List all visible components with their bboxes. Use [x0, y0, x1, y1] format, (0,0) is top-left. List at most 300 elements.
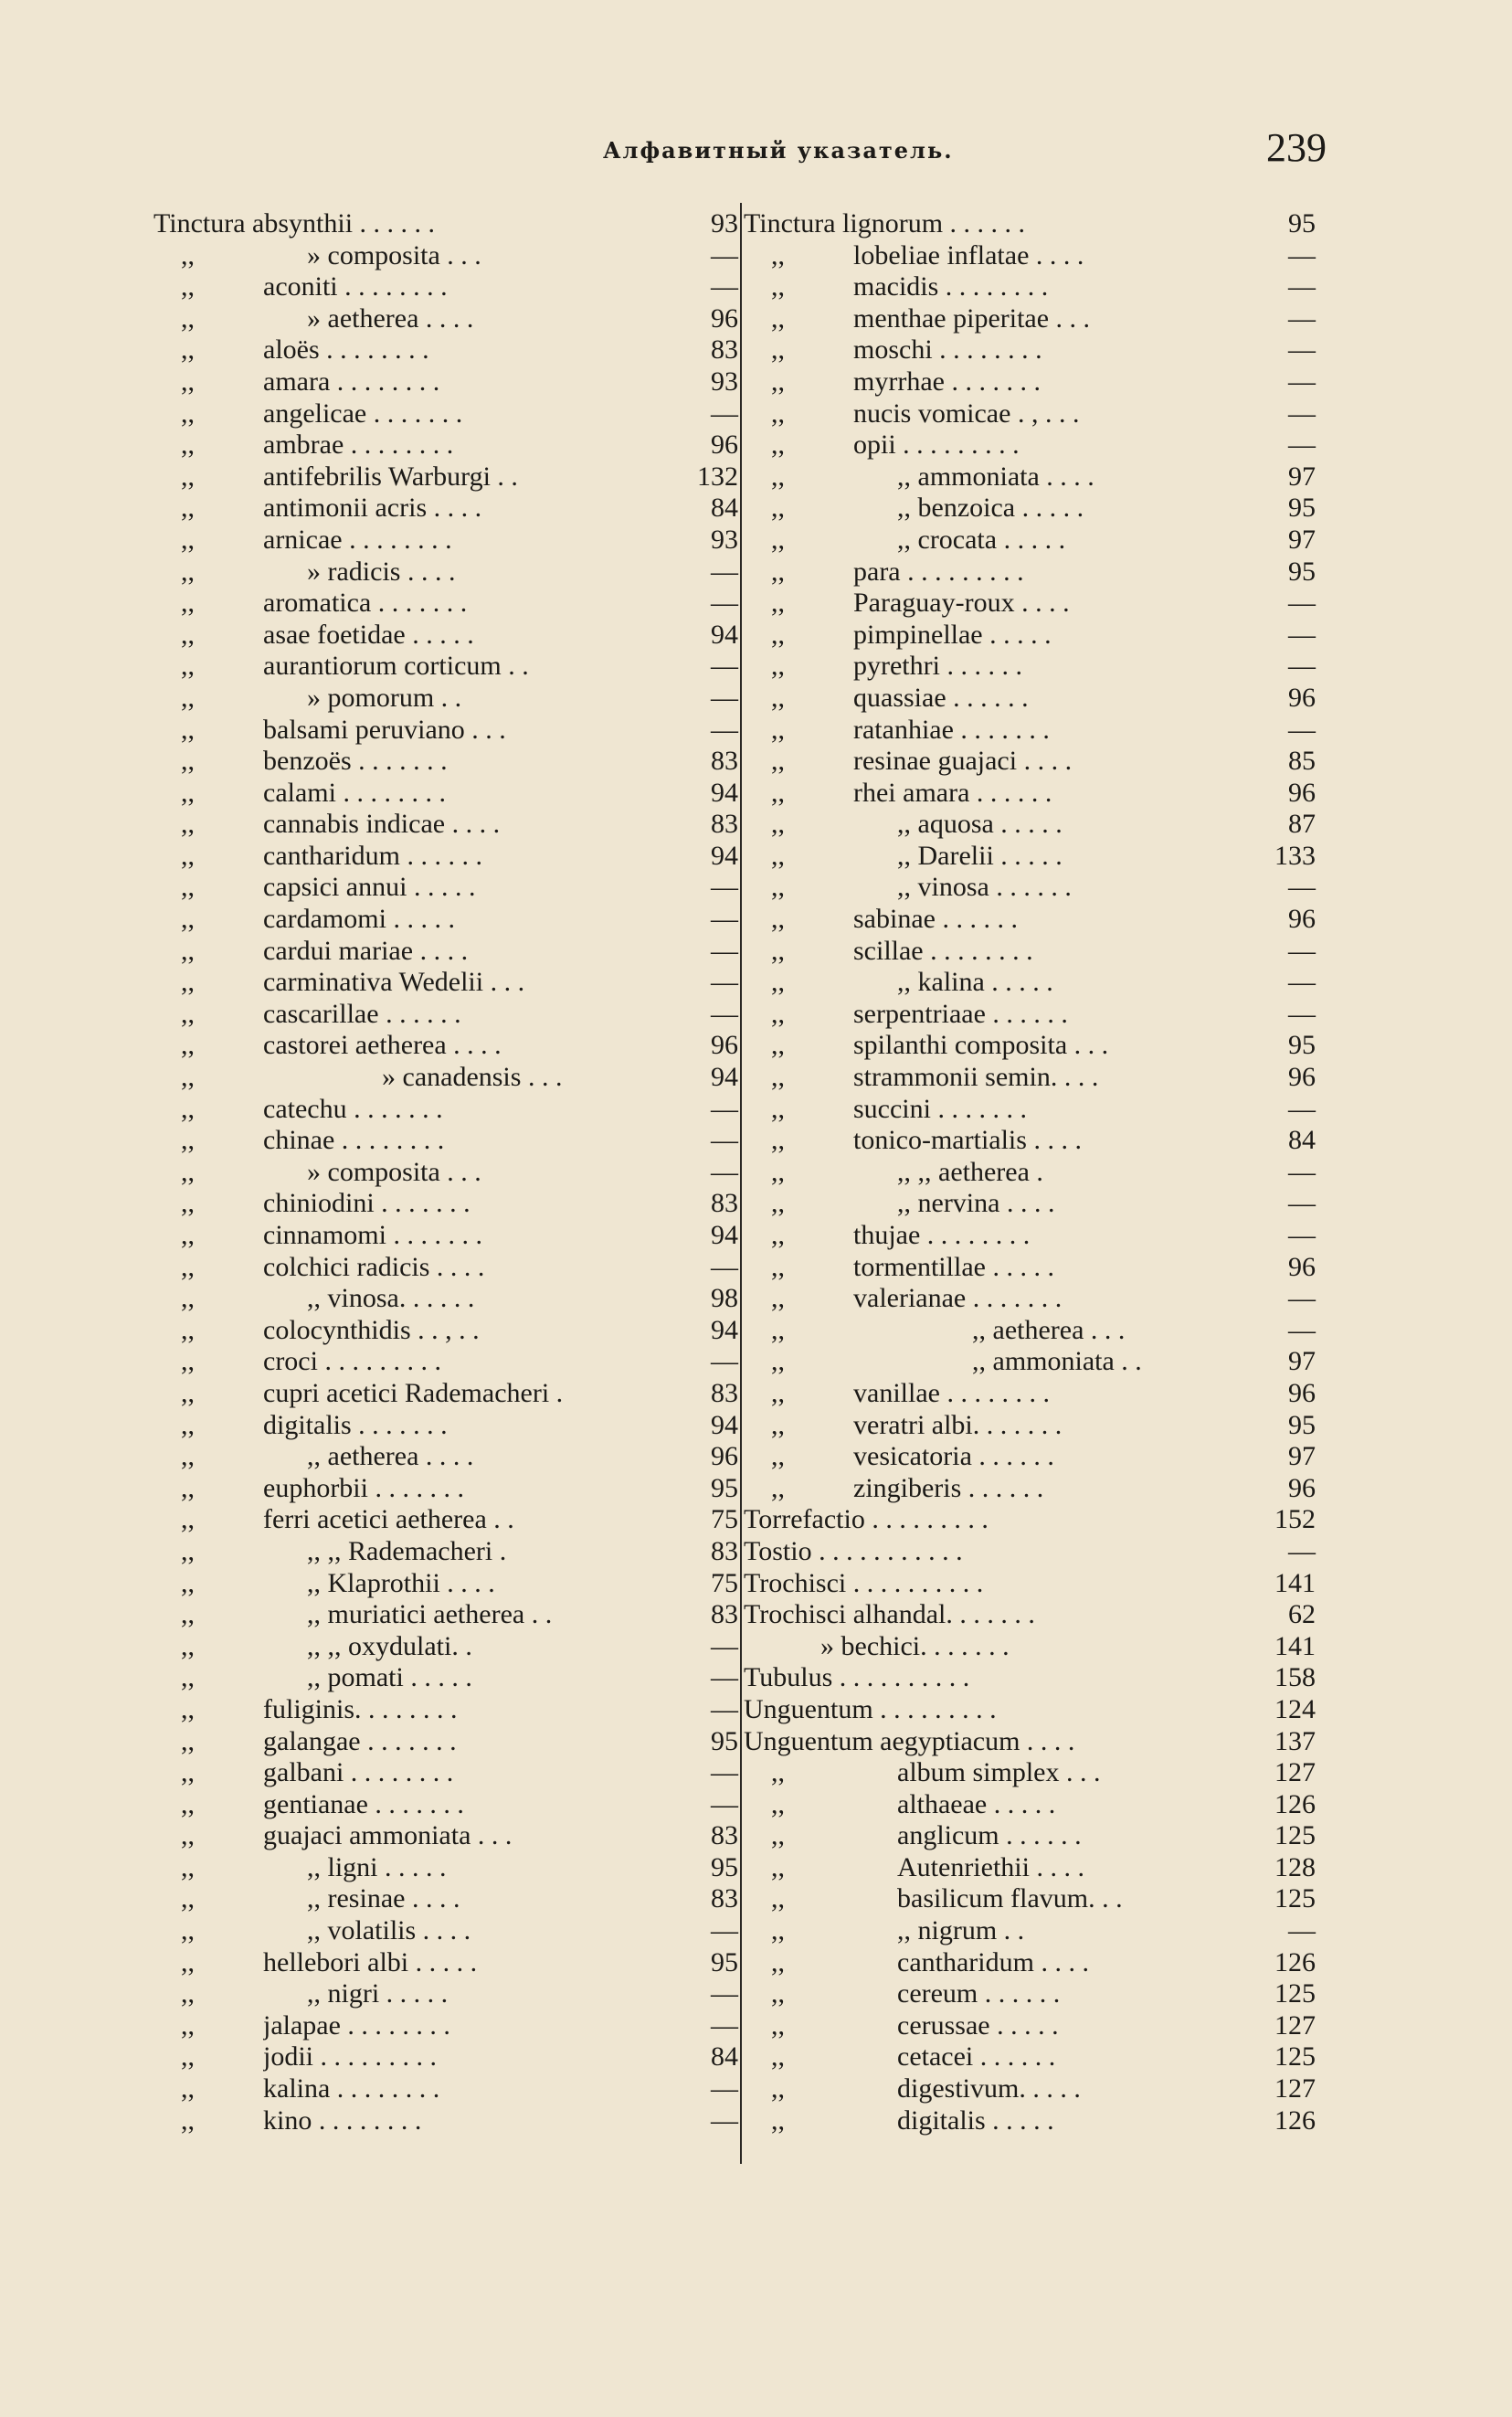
index-entry	[744, 809, 1332, 841]
index-entry	[153, 525, 738, 557]
entry-page-number: —	[1288, 398, 1316, 429]
ditto-mark: ,,	[181, 1377, 195, 1408]
entry-page-number: 87	[1288, 809, 1316, 840]
entry-term: chinae . . . . . . . .	[263, 1125, 445, 1156]
entry-page-number: —	[1288, 271, 1316, 302]
ditto-mark: ,,	[181, 1978, 195, 2009]
index-entry	[744, 2010, 1332, 2042]
entry-term: balsami peruviano . . .	[263, 714, 506, 745]
entry-page-number: —	[711, 904, 738, 935]
index-entry	[744, 557, 1332, 588]
entry-page-number: 133	[1274, 840, 1316, 871]
entry-page-number: 98	[711, 1283, 738, 1314]
ditto-mark: ,,	[181, 524, 195, 555]
ditto-mark: ,,	[181, 239, 195, 270]
entry-page-number: 95	[1288, 1409, 1316, 1440]
index-entry	[153, 746, 738, 778]
entry-page-number: —	[711, 1251, 738, 1282]
entry-page-number: —	[711, 935, 738, 966]
index-entry	[153, 1378, 738, 1410]
ditto-mark: ,,	[181, 904, 195, 935]
entry-page-number: 96	[1288, 1251, 1316, 1282]
ditto-mark: ,,	[181, 2041, 195, 2072]
entry-term: benzoës . . . . . . .	[263, 746, 448, 777]
entry-term: cereum . . . . . .	[897, 1978, 1061, 2009]
entry-page-number: 97	[1288, 1346, 1316, 1377]
entry-page-number: —	[711, 1346, 738, 1377]
entry-term: ,, aquosa . . . . .	[897, 809, 1063, 840]
entry-term: gentianae . . . . . . .	[263, 1788, 464, 1819]
index-entry	[153, 1789, 738, 1821]
entry-page-number: —	[1288, 1283, 1316, 1314]
entry-page-number: 96	[711, 1030, 738, 1061]
ditto-mark: ,,	[771, 334, 785, 366]
index-entry	[744, 303, 1332, 335]
ditto-mark: ,,	[181, 1567, 195, 1598]
index-entry	[744, 1062, 1332, 1094]
entry-term: ,, aetherea . . .	[972, 1314, 1126, 1345]
index-entry	[744, 1346, 1332, 1378]
entry-term: Tubulus . . . . . . . . . .	[744, 1662, 970, 1693]
ditto-mark: ,,	[771, 872, 785, 903]
entry-term: althaeae . . . . .	[897, 1788, 1056, 1819]
entry-term: kalina . . . . . . . .	[263, 2073, 440, 2104]
ditto-mark: ,,	[771, 1125, 785, 1156]
entry-term: myrrhae . . . . . . .	[853, 366, 1041, 397]
entry-page-number: 127	[1274, 1757, 1316, 1788]
ditto-mark: ,,	[771, 1030, 785, 1061]
index-entry	[153, 841, 738, 873]
entry-page-number: 94	[711, 777, 738, 808]
ditto-mark: ,,	[771, 714, 785, 745]
ditto-mark: ,,	[181, 1693, 195, 1724]
entry-page-number: —	[711, 872, 738, 903]
index-entry	[744, 1568, 1332, 1600]
entry-term: ambrae . . . . . . . .	[263, 429, 454, 461]
ditto-mark: ,,	[181, 461, 195, 492]
ditto-mark: ,,	[771, 493, 785, 524]
entry-term: croci . . . . . . . . .	[263, 1346, 441, 1377]
ditto-mark: ,,	[771, 651, 785, 682]
entry-page-number: 127	[1274, 2073, 1316, 2104]
entry-page-number: —	[1288, 651, 1316, 682]
ditto-mark: ,,	[181, 967, 195, 998]
entry-page-number: 83	[711, 1188, 738, 1219]
entry-page-number: 95	[1288, 208, 1316, 239]
ditto-mark: ,,	[181, 302, 195, 334]
entry-page-number: —	[711, 398, 738, 429]
entry-term: antimonii acris . . . .	[263, 493, 482, 524]
entry-term: ,, nervina . . . .	[897, 1188, 1055, 1219]
ditto-mark: ,,	[771, 271, 785, 302]
ditto-mark: ,,	[181, 1409, 195, 1440]
ditto-mark: ,,	[771, 2041, 785, 2072]
ditto-mark: ,,	[771, 809, 785, 840]
ditto-mark: ,,	[771, 524, 785, 555]
index-entry	[153, 1094, 738, 1126]
entry-term: ,, ammoniata . . . .	[897, 461, 1094, 492]
entry-page-number: 62	[1288, 1599, 1316, 1630]
ditto-mark: ,,	[771, 1409, 785, 1440]
entry-term: ,, kalina . . . . .	[897, 967, 1053, 998]
entry-page-number: —	[1288, 1535, 1316, 1566]
entry-term: Unguentum . . . . . . . . .	[744, 1693, 997, 1724]
entry-page-number: —	[711, 1630, 738, 1661]
entry-page-number: 124	[1274, 1693, 1316, 1724]
entry-page-number: —	[711, 1757, 738, 1788]
index-entry	[744, 1378, 1332, 1410]
entry-page-number: 141	[1274, 1630, 1316, 1661]
index-entry	[744, 778, 1332, 810]
entry-term: ,, benzoica . . . . .	[897, 493, 1084, 524]
ditto-mark: ,,	[771, 935, 785, 966]
index-entry	[744, 1188, 1332, 1220]
index-entry	[744, 1662, 1332, 1694]
index-entry	[744, 2105, 1332, 2137]
entry-page-number: 83	[711, 1377, 738, 1408]
entry-term: opii . . . . . . . . .	[853, 429, 1020, 461]
entry-page-number: 96	[1288, 1377, 1316, 1408]
ditto-mark: ,,	[771, 366, 785, 397]
entry-page-number: —	[711, 1788, 738, 1819]
entry-term: cerussae . . . . .	[897, 2009, 1059, 2041]
entry-page-number: 96	[1288, 1062, 1316, 1093]
entry-term: moschi . . . . . . . .	[853, 334, 1042, 366]
index-entry	[153, 1947, 738, 1979]
entry-term: castorei aetherea . . . .	[263, 1030, 502, 1061]
ditto-mark: ,,	[181, 1062, 195, 1093]
entry-page-number: 93	[711, 524, 738, 555]
index-entry	[744, 493, 1332, 525]
index-entry	[744, 2041, 1332, 2073]
entry-term: ,, resinae . . . .	[307, 1883, 460, 1914]
index-entry	[153, 1978, 738, 2010]
entry-term: Paraguay-roux . . . .	[853, 588, 1070, 619]
entry-term: rhei amara . . . . . .	[853, 777, 1052, 808]
entry-page-number: 95	[711, 1946, 738, 1977]
index-entry	[153, 334, 738, 366]
entry-term: antifebrilis Warburgi . .	[263, 461, 518, 492]
entry-term: ,, pomati . . . . .	[307, 1662, 472, 1693]
entry-page-number: 83	[711, 1599, 738, 1630]
entry-page-number: 158	[1274, 1662, 1316, 1693]
ditto-mark: ,,	[181, 1915, 195, 1946]
entry-term: aloës . . . . . . . .	[263, 334, 429, 366]
entry-page-number: 96	[1288, 777, 1316, 808]
entry-term: Torrefactio . . . . . . . . .	[744, 1504, 989, 1535]
index-entry	[744, 334, 1332, 366]
ditto-mark: ,,	[771, 1883, 785, 1914]
entry-page-number: —	[1288, 1093, 1316, 1124]
ditto-mark: ,,	[181, 1093, 195, 1124]
entry-page-number: 94	[711, 1314, 738, 1345]
ditto-mark: ,,	[181, 1599, 195, 1630]
ditto-mark: ,,	[181, 1883, 195, 1914]
index-entry	[744, 398, 1332, 430]
index-entry	[744, 746, 1332, 778]
ditto-mark: ,,	[181, 1220, 195, 1250]
entry-term: anglicum . . . . . .	[897, 1820, 1082, 1851]
ditto-mark: ,,	[771, 1788, 785, 1819]
index-entry	[153, 2041, 738, 2073]
index-entry	[744, 1789, 1332, 1821]
ditto-mark: ,,	[181, 809, 195, 840]
ditto-mark: ,,	[181, 1441, 195, 1472]
entry-term: asae foetidae . . . . .	[263, 619, 474, 650]
entry-page-number: —	[711, 2009, 738, 2041]
index-entry	[744, 271, 1332, 303]
entry-term: ,, aetherea . . . .	[307, 1441, 474, 1472]
entry-term: ,, volatilis . . . .	[307, 1915, 471, 1946]
entry-term: » canadensis . . .	[382, 1062, 563, 1093]
ditto-mark: ,,	[181, 2073, 195, 2104]
entry-page-number: 97	[1288, 461, 1316, 492]
entry-term: digitalis . . . . .	[897, 2104, 1054, 2136]
ditto-mark: ,,	[181, 619, 195, 650]
ditto-mark: ,,	[771, 429, 785, 461]
index-entry	[744, 1915, 1332, 1947]
index-entry	[744, 841, 1332, 873]
entry-term: jodii . . . . . . . . .	[263, 2041, 438, 2072]
ditto-mark: ,,	[181, 429, 195, 461]
entry-page-number: —	[711, 1156, 738, 1187]
ditto-mark: ,,	[771, 1915, 785, 1946]
entry-term: catechu . . . . . . .	[263, 1093, 443, 1124]
entry-page-number: —	[1288, 239, 1316, 270]
index-entry	[744, 1094, 1332, 1126]
entry-term: galangae . . . . . . .	[263, 1725, 457, 1756]
entry-term: succini . . . . . . .	[853, 1093, 1027, 1124]
ditto-mark: ,,	[771, 588, 785, 619]
entry-term: ,, ammoniata . .	[972, 1346, 1142, 1377]
index-entry	[153, 1283, 738, 1315]
entry-page-number: —	[1288, 588, 1316, 619]
entry-page-number: 96	[1288, 1472, 1316, 1503]
index-entry	[744, 904, 1332, 936]
ditto-mark: ,,	[181, 1030, 195, 1061]
index-entry	[153, 872, 738, 904]
ditto-mark: ,,	[771, 746, 785, 777]
index-entry	[153, 1125, 738, 1157]
index-entry	[153, 1346, 738, 1378]
ditto-mark: ,,	[771, 1251, 785, 1282]
entry-page-number: —	[711, 1093, 738, 1124]
entry-page-number: 93	[711, 366, 738, 397]
entry-term: ,, nigri . . . . .	[307, 1978, 449, 2009]
ditto-mark: ,,	[181, 1757, 195, 1788]
index-entry	[153, 1410, 738, 1442]
entry-page-number: 83	[711, 334, 738, 366]
ditto-mark: ,,	[181, 1851, 195, 1882]
ditto-mark: ,,	[771, 777, 785, 808]
entry-term: pyrethri . . . . . .	[853, 651, 1022, 682]
entry-term: calami . . . . . . . .	[263, 777, 446, 808]
ditto-mark: ,,	[181, 1251, 195, 1282]
index-entry	[153, 1757, 738, 1789]
ditto-mark: ,,	[181, 1820, 195, 1851]
entry-page-number: 83	[711, 1535, 738, 1566]
index-entry	[744, 208, 1332, 240]
entry-page-number: 126	[1274, 1946, 1316, 1977]
entry-page-number: 128	[1274, 1851, 1316, 1882]
ditto-mark: ,,	[181, 714, 195, 745]
index-entry	[153, 1157, 738, 1189]
index-entry	[153, 936, 738, 968]
index-entry	[153, 904, 738, 936]
entry-page-number: 94	[711, 840, 738, 871]
entry-page-number: 83	[711, 809, 738, 840]
entry-term: cardamomi . . . . .	[263, 904, 455, 935]
index-entry	[744, 872, 1332, 904]
ditto-mark: ,,	[181, 1314, 195, 1345]
entry-page-number: —	[1288, 429, 1316, 461]
ditto-mark: ,,	[181, 1662, 195, 1693]
index-entry	[153, 1315, 738, 1347]
entry-page-number: —	[711, 682, 738, 713]
entry-term: ,, vinosa. . . . . .	[307, 1283, 475, 1314]
entry-page-number: 152	[1274, 1504, 1316, 1535]
entry-page-number: —	[1288, 366, 1316, 397]
entry-term: » bechici. . . . . . .	[820, 1630, 1010, 1661]
entry-page-number: 95	[711, 1472, 738, 1503]
entry-page-number: 93	[711, 208, 738, 239]
index-entry	[744, 1030, 1332, 1062]
entry-term: cardui mariae . . . .	[263, 935, 469, 966]
entry-term: quassiae . . . . . .	[853, 682, 1029, 713]
entry-term: cinnamomi . . . . . . .	[263, 1220, 482, 1250]
entry-page-number: 97	[1288, 524, 1316, 555]
entry-page-number: —	[711, 271, 738, 302]
ditto-mark: ,,	[771, 840, 785, 871]
entry-page-number: 96	[711, 302, 738, 334]
index-entry	[744, 2073, 1332, 2105]
ditto-mark: ,,	[771, 1188, 785, 1219]
entry-term: pimpinellae . . . . .	[853, 619, 1052, 650]
entry-page-number: 83	[711, 1820, 738, 1851]
index-entry	[744, 1694, 1332, 1726]
ditto-mark: ,,	[771, 398, 785, 429]
ditto-mark: ,,	[771, 619, 785, 650]
entry-page-number: 94	[711, 619, 738, 650]
ditto-mark: ,,	[181, 1188, 195, 1219]
ditto-mark: ,,	[181, 398, 195, 429]
page-number: 239	[1266, 125, 1327, 170]
ditto-mark: ,,	[181, 1472, 195, 1503]
entry-term: ,, ,, Rademacheri .	[307, 1535, 507, 1566]
ditto-mark: ,,	[771, 904, 785, 935]
entry-term: Trochisci alhandal. . . . . . .	[744, 1599, 1035, 1630]
index-entry	[153, 999, 738, 1031]
entry-page-number: —	[1288, 1156, 1316, 1187]
entry-term: arnicae . . . . . . . .	[263, 524, 452, 555]
entry-term: ferri acetici aetherea . .	[263, 1504, 514, 1535]
index-entry	[153, 967, 738, 999]
index-entry	[744, 366, 1332, 398]
entry-term: » pomorum . .	[307, 682, 462, 713]
index-entry	[153, 1568, 738, 1600]
entry-term: » aetherea . . . .	[307, 302, 474, 334]
entry-term: » composita . . .	[307, 1156, 481, 1187]
ditto-mark: ,,	[771, 967, 785, 998]
entry-term: jalapae . . . . . . . .	[263, 2009, 450, 2041]
ditto-mark: ,,	[181, 493, 195, 524]
ditto-mark: ,,	[181, 998, 195, 1029]
entry-term: ,, ligni . . . . .	[307, 1851, 447, 1882]
index-entry	[153, 620, 738, 652]
index-entry	[744, 1757, 1332, 1789]
index-entry	[744, 1536, 1332, 1568]
entry-term: spilanthi composita . . .	[853, 1030, 1109, 1061]
entry-page-number: 95	[711, 1851, 738, 1882]
entry-term: aurantiorum corticum . .	[263, 651, 529, 682]
entry-term: ,, crocata . . . . .	[897, 524, 1066, 555]
index-entry	[744, 1947, 1332, 1979]
ditto-mark: ,,	[771, 998, 785, 1029]
entry-term: angelicae . . . . . . .	[263, 398, 463, 429]
entry-page-number: 95	[1288, 1030, 1316, 1061]
entry-page-number: —	[711, 1978, 738, 2009]
entry-term: cupri acetici Rademacheri .	[263, 1377, 564, 1408]
index-entry	[744, 1473, 1332, 1505]
entry-page-number: —	[1288, 714, 1316, 745]
index-entry	[744, 525, 1332, 557]
index-entry	[153, 1915, 738, 1947]
entry-page-number: 96	[711, 1441, 738, 1472]
index-entry	[153, 1694, 738, 1726]
entry-term: guajaci ammoniata . . .	[263, 1820, 513, 1851]
entry-term: tonico-martialis . . . .	[853, 1125, 1082, 1156]
entry-term: vesicatoria . . . . . .	[853, 1441, 1054, 1472]
index-entry	[744, 715, 1332, 747]
entry-term: lobeliae inflatae . . . .	[853, 239, 1084, 270]
index-entry	[153, 2105, 738, 2137]
index-entry	[153, 1030, 738, 1062]
index-entry	[153, 651, 738, 683]
entry-term: ,, ,, oxydulati. .	[307, 1630, 472, 1661]
entry-term: resinae guajaci . . . .	[853, 746, 1073, 777]
ditto-mark: ,,	[771, 239, 785, 270]
entry-page-number: 85	[1288, 746, 1316, 777]
index-entry	[153, 1188, 738, 1220]
entry-page-number: —	[1288, 935, 1316, 966]
entry-term: strammonii semin. . . .	[853, 1062, 1099, 1093]
index-entry	[744, 1410, 1332, 1442]
index-entry	[153, 1536, 738, 1568]
index-entry	[744, 1157, 1332, 1189]
entry-page-number: —	[1288, 1188, 1316, 1219]
index-entry	[744, 999, 1332, 1031]
entry-page-number: —	[711, 1693, 738, 1724]
ditto-mark: ,,	[181, 1125, 195, 1156]
entry-term: zingiberis . . . . . .	[853, 1472, 1044, 1503]
ditto-mark: ,,	[181, 2104, 195, 2136]
ditto-mark: ,,	[771, 1093, 785, 1124]
page-header	[0, 124, 1512, 179]
ditto-mark: ,,	[771, 2073, 785, 2104]
ditto-mark: ,,	[771, 1441, 785, 1472]
entry-page-number: —	[1288, 1314, 1316, 1345]
entry-term: colocynthidis . . , . .	[263, 1314, 480, 1345]
ditto-mark: ,,	[181, 366, 195, 397]
entry-term: fuliginis. . . . . . . .	[263, 1693, 458, 1724]
entry-page-number: —	[1288, 998, 1316, 1029]
right-index-column	[744, 208, 1332, 2166]
entry-page-number: 126	[1274, 2104, 1316, 2136]
entry-page-number: 75	[711, 1504, 738, 1535]
entry-page-number: —	[1288, 334, 1316, 366]
index-entry	[153, 715, 738, 747]
entry-term: cantharidum . . . .	[897, 1946, 1089, 1977]
